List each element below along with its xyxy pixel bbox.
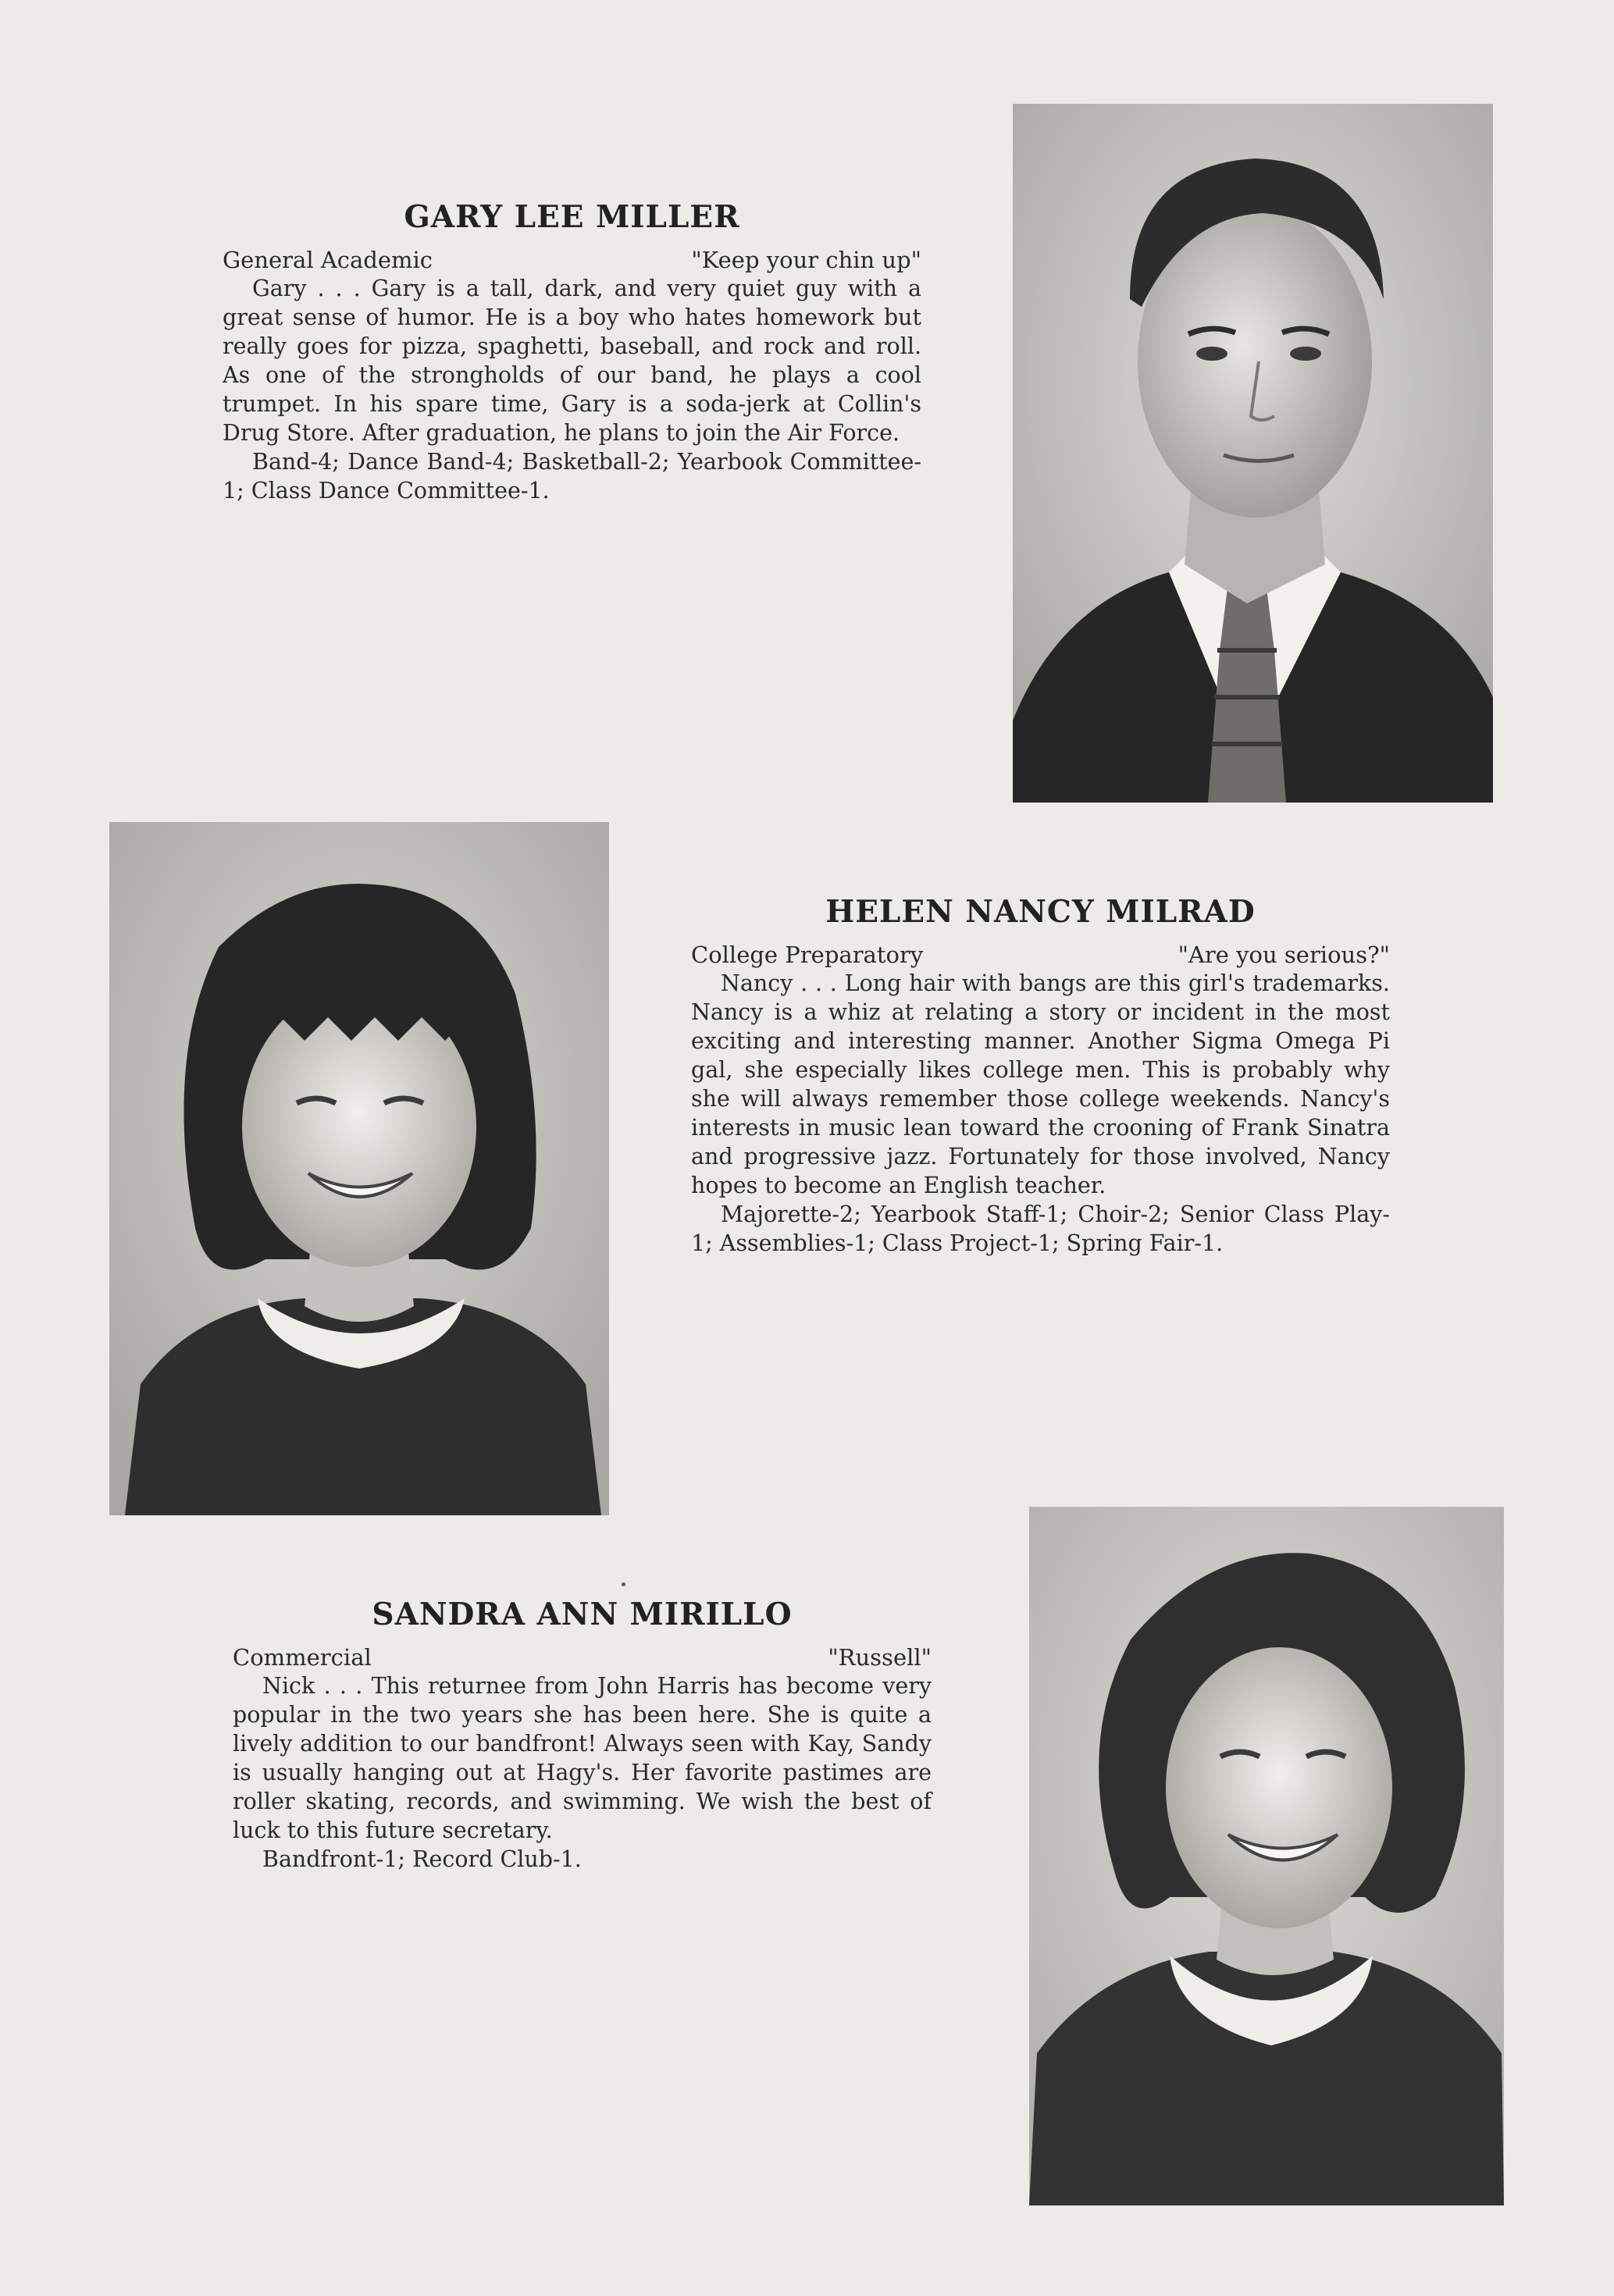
portrait-photo-sandra: [1029, 1507, 1504, 2205]
course-motto-row: [223, 246, 921, 274]
portrait-photo-gary: [1013, 104, 1493, 803]
student-name: GARY LEE MILLER: [404, 199, 740, 235]
student-bio: Nick . . . This returnee from John Harris has become very popular in the two years she has been here. She is quite a lively addition to our bandfront! Always seen with Kay, Sandy is usually hanging out at Hagy's. Her favorite pastimes are roller skating, records, and swimming. We wish the best of luck to this future secretary.: [233, 1673, 932, 1843]
student-activities: Majorette-2; Yearbook Staff-1; Choir-2; Senior Class Play-1; Assemblies-1; Class Project-1; Spring Fair-1.: [691, 1201, 1390, 1256]
course-motto-row: [691, 941, 1390, 969]
student-name: HELEN NANCY MILRAD: [825, 894, 1256, 930]
course-label: College Preparatory: [691, 942, 924, 968]
motto-quote: "Keep your chin up": [691, 247, 921, 273]
course-label: Commercial: [233, 1644, 372, 1671]
student-entry-gary: [223, 199, 921, 505]
student-bio: Gary . . . Gary is a tall, dark, and very quiet guy with a great sense of humor. He is a boy who hates homework but really goes for pizza, spaghetti, baseball, and rock and roll. As one of the strongholds of our band, he plays a cool trumpet. In his spare time, Gary is a soda-jerk at Collin's Drug Store. After graduation, he plans to join the Air Force.: [223, 276, 921, 446]
student-activities: Bandfront-1; Record Club-1.: [262, 1846, 582, 1872]
student-activities: Band-4; Dance Band-4; Basketball-2; Yearbook Committee-1; Class Dance Committee-1.: [223, 449, 921, 504]
student-bio: Nancy . . . Long hair with bangs are this girl's trademarks. Nancy is a whiz at relating a story or incident in the most exciting and interesting manner. Another Sigma Omega Pi gal, she especially likes college men. This is probably why she will always remember those college weekends. Nancy's interests in music lean toward the crooning of Frank Sinatra and progressive jazz. Fortunately for those involved, Nancy hopes to become an English teacher.: [691, 970, 1390, 1198]
print-speck: [622, 1582, 625, 1586]
course-motto-row: [233, 1643, 932, 1671]
course-label: General Academic: [223, 247, 433, 273]
portrait-photo-nancy: [109, 822, 609, 1515]
motto-quote: "Russell": [828, 1644, 932, 1671]
motto-quote: "Are you serious?": [1178, 942, 1390, 968]
student-entry-nancy: [691, 894, 1390, 1258]
student-entry-sandra: [233, 1597, 932, 1874]
student-name: SANDRA ANN MIRILLO: [372, 1597, 793, 1632]
